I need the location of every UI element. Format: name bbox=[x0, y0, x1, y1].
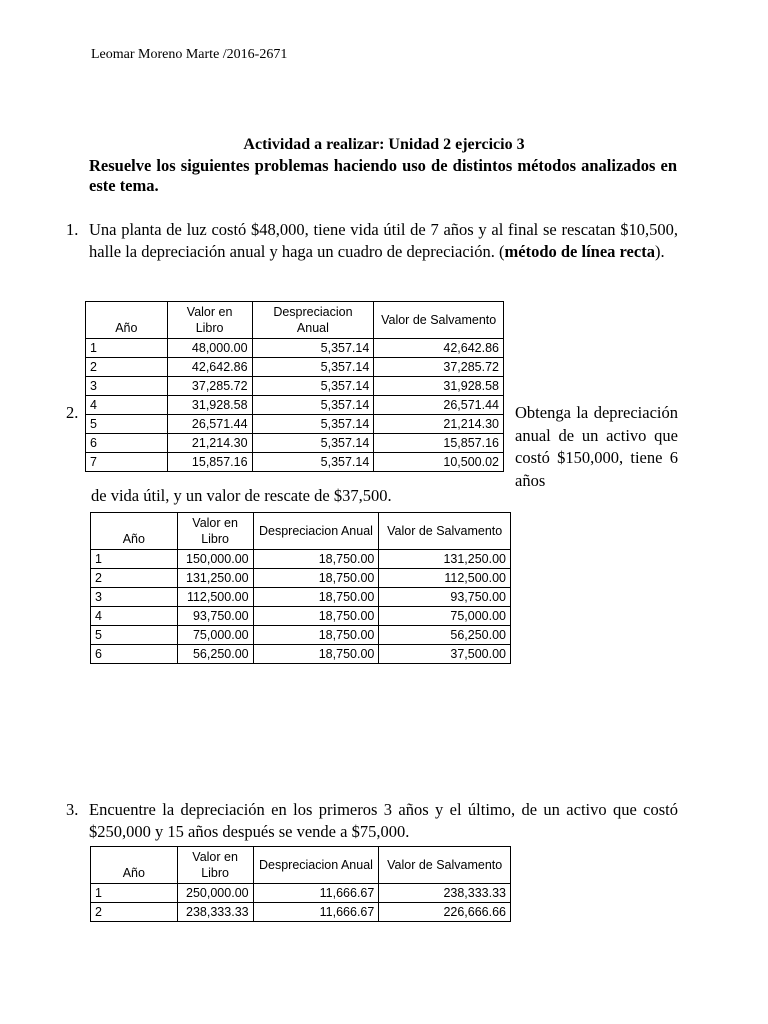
problem-3-text: Encuentre la depreciación en los primeros 3 años y el último, de un activo que costó $250,000 y 15 años después se vende a $75,000. bbox=[89, 800, 678, 841]
header-book-value: Valor en Libro bbox=[177, 847, 253, 884]
table-row bbox=[86, 415, 504, 434]
problem-3-number: 3. bbox=[66, 800, 79, 819]
table-row bbox=[91, 884, 511, 903]
year-cell: 6 bbox=[86, 434, 168, 453]
book-value-cell: 42,642.86 bbox=[167, 358, 252, 377]
header-year: Año bbox=[91, 513, 178, 550]
book-value-cell: 31,928.58 bbox=[167, 396, 252, 415]
year-cell: 1 bbox=[91, 550, 178, 569]
header-salvage-value: Valor de Salvamento bbox=[379, 847, 511, 884]
problem-2-text: Obtenga la depreciación anual de un activo que costó $150,000, tiene 6 años bbox=[515, 403, 678, 490]
salvage-value-cell: 21,214.30 bbox=[374, 415, 504, 434]
year-cell: 6 bbox=[91, 645, 178, 664]
year-cell: 5 bbox=[86, 415, 168, 434]
table-row bbox=[91, 903, 511, 922]
salvage-value-cell: 10,500.02 bbox=[374, 453, 504, 472]
salvage-value-cell: 131,250.00 bbox=[379, 550, 511, 569]
year-cell: 5 bbox=[91, 626, 178, 645]
depreciation-cell: 5,357.14 bbox=[252, 339, 374, 358]
year-cell: 1 bbox=[86, 339, 168, 358]
salvage-value-cell: 238,333.33 bbox=[379, 884, 511, 903]
book-value-cell: 238,333.33 bbox=[177, 903, 253, 922]
header-book-value: Valor en Libro bbox=[167, 302, 252, 339]
book-value-cell: 250,000.00 bbox=[177, 884, 253, 903]
depreciation-table-2 bbox=[90, 512, 511, 664]
header-year: Año bbox=[86, 302, 168, 339]
table-row bbox=[86, 396, 504, 415]
depreciation-cell: 5,357.14 bbox=[252, 453, 374, 472]
year-cell: 1 bbox=[91, 884, 178, 903]
salvage-value-cell: 226,666.66 bbox=[379, 903, 511, 922]
salvage-value-cell: 112,500.00 bbox=[379, 569, 511, 588]
book-value-cell: 112,500.00 bbox=[177, 588, 253, 607]
year-cell: 4 bbox=[86, 396, 168, 415]
author-line: Leomar Moreno Marte /2016-2671 bbox=[91, 47, 288, 62]
salvage-value-cell: 42,642.86 bbox=[374, 339, 504, 358]
book-value-cell: 37,285.72 bbox=[167, 377, 252, 396]
table-row bbox=[91, 569, 511, 588]
salvage-value-cell: 56,250.00 bbox=[379, 626, 511, 645]
depreciation-cell: 5,357.14 bbox=[252, 396, 374, 415]
book-value-cell: 93,750.00 bbox=[177, 607, 253, 626]
year-cell: 3 bbox=[86, 377, 168, 396]
year-cell: 2 bbox=[86, 358, 168, 377]
depreciation-cell: 5,357.14 bbox=[252, 358, 374, 377]
book-value-cell: 21,214.30 bbox=[167, 434, 252, 453]
depreciation-cell: 18,750.00 bbox=[253, 607, 379, 626]
problem-1-text-plain: Una planta de luz costó $48,000, tiene vida útil de 7 años y al final se rescatan $10,500, halle la depreciación anual y haga un cuadro de depreciación. ( bbox=[89, 220, 678, 261]
book-value-cell: 48,000.00 bbox=[167, 339, 252, 358]
header-book-value: Valor en Libro bbox=[177, 513, 253, 550]
header-salvage-value: Valor de Salvamento bbox=[379, 513, 511, 550]
table-row bbox=[91, 588, 511, 607]
problem-2-text-continued: de vida útil, y un valor de rescate de $37,500. bbox=[91, 486, 392, 505]
salvage-value-cell: 93,750.00 bbox=[379, 588, 511, 607]
header-salvage-value: Valor de Salvamento bbox=[374, 302, 504, 339]
depreciation-cell: 11,666.67 bbox=[253, 903, 379, 922]
table-row bbox=[86, 358, 504, 377]
book-value-cell: 26,571.44 bbox=[167, 415, 252, 434]
problem-2-number: 2. bbox=[66, 403, 79, 422]
salvage-value-cell: 75,000.00 bbox=[379, 607, 511, 626]
depreciation-cell: 18,750.00 bbox=[253, 588, 379, 607]
salvage-value-cell: 31,928.58 bbox=[374, 377, 504, 396]
salvage-value-cell: 26,571.44 bbox=[374, 396, 504, 415]
table-row bbox=[86, 339, 504, 358]
book-value-cell: 131,250.00 bbox=[177, 569, 253, 588]
book-value-cell: 150,000.00 bbox=[177, 550, 253, 569]
year-cell: 3 bbox=[91, 588, 178, 607]
page-title: Actividad a realizar: Unidad 2 ejercicio 3 bbox=[243, 136, 525, 153]
book-value-cell: 75,000.00 bbox=[177, 626, 253, 645]
book-value-cell: 56,250.00 bbox=[177, 645, 253, 664]
depreciation-cell: 18,750.00 bbox=[253, 550, 379, 569]
year-cell: 2 bbox=[91, 569, 178, 588]
depreciation-table-1 bbox=[85, 301, 504, 472]
depreciation-cell: 11,666.67 bbox=[253, 884, 379, 903]
salvage-value-cell: 37,500.00 bbox=[379, 645, 511, 664]
table-row bbox=[91, 626, 511, 645]
salvage-value-cell: 37,285.72 bbox=[374, 358, 504, 377]
problem-1-method: método de línea recta bbox=[504, 242, 655, 261]
book-value-cell: 15,857.16 bbox=[167, 453, 252, 472]
page-subtitle: Resuelve los siguientes problemas haciendo uso de distintos métodos analizados en este tema. bbox=[89, 156, 677, 195]
year-cell: 7 bbox=[86, 453, 168, 472]
problem-1-number: 1. bbox=[66, 220, 79, 239]
table-row bbox=[91, 607, 511, 626]
table-row bbox=[86, 377, 504, 396]
table-row bbox=[91, 645, 511, 664]
header-annual-depreciation: Despreciacion Anual bbox=[252, 302, 374, 339]
depreciation-cell: 5,357.14 bbox=[252, 415, 374, 434]
depreciation-cell: 18,750.00 bbox=[253, 626, 379, 645]
header-year: Año bbox=[91, 847, 178, 884]
table-row bbox=[91, 550, 511, 569]
salvage-value-cell: 15,857.16 bbox=[374, 434, 504, 453]
depreciation-cell: 18,750.00 bbox=[253, 569, 379, 588]
depreciation-cell: 18,750.00 bbox=[253, 645, 379, 664]
depreciation-cell: 5,357.14 bbox=[252, 377, 374, 396]
problem-1-text bbox=[89, 219, 678, 263]
table-row bbox=[86, 434, 504, 453]
header-annual-depreciation: Despreciacion Anual bbox=[253, 847, 379, 884]
year-cell: 2 bbox=[91, 903, 178, 922]
problem-1-text-end: ). bbox=[654, 242, 665, 261]
table-row bbox=[86, 453, 504, 472]
depreciation-table-3 bbox=[90, 846, 511, 922]
header-annual-depreciation: Despreciacion Anual bbox=[253, 513, 379, 550]
year-cell: 4 bbox=[91, 607, 178, 626]
depreciation-cell: 5,357.14 bbox=[252, 434, 374, 453]
